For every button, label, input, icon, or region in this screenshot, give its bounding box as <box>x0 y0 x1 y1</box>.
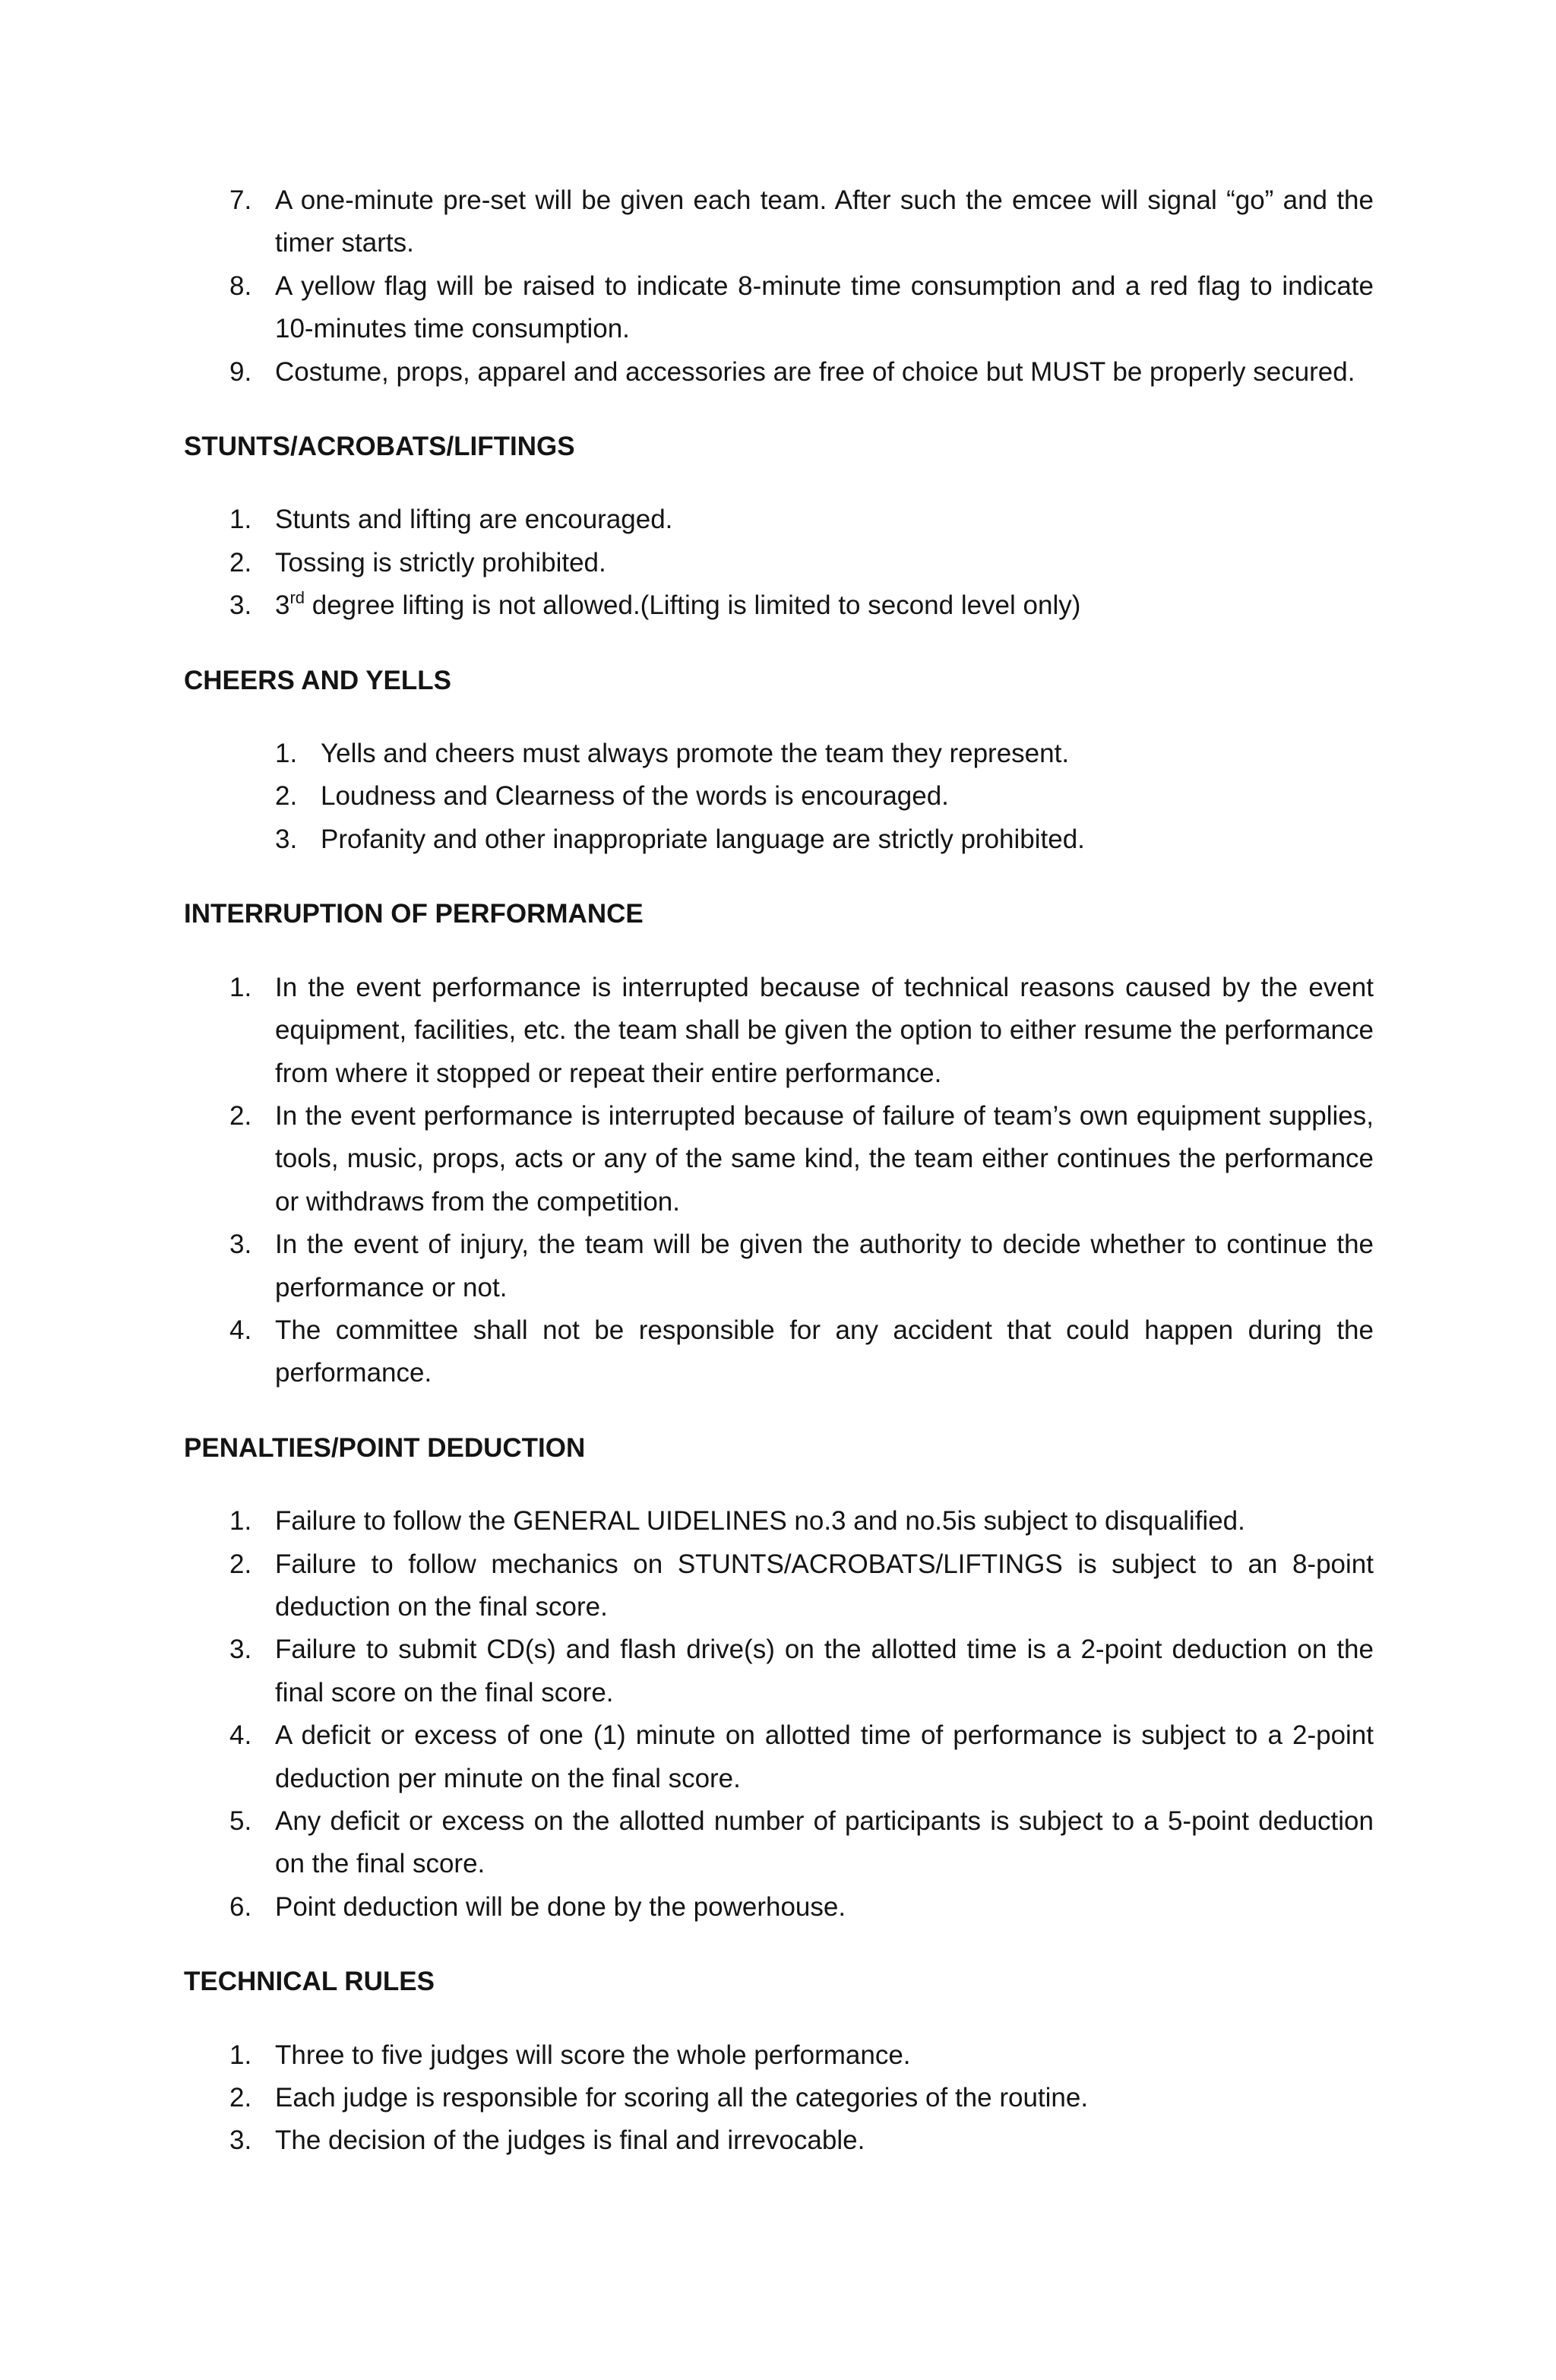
interruption-list <box>184 967 1374 1395</box>
list-item-text: A deficit or excess of one (1) minute on allotted time of performance is subject to a 2-point deduction per minute on the final score. <box>275 1720 1374 1793</box>
list-item-text: Any deficit or excess on the allotted number of participants is subject to a 5-point deduction on the final score. <box>275 1806 1374 1879</box>
list-item: 2. Failure to follow mechanics on STUNTS/ACROBATS/LIFTINGS is subject to an 8-point deduction on the final score. <box>229 1549 1374 1622</box>
list-item: 3. 3rd degree lifting is not allowed.(Lifting is limited to second level only) <box>229 588 1081 621</box>
list-item: 2. Tossing is strictly prohibited. <box>229 547 606 578</box>
list-item-text: Point deduction will be done by the powerhouse. <box>275 1891 846 1922</box>
list-item: 3. Profanity and other inappropriate language are strictly prohibited. <box>275 824 1085 854</box>
list-item: 6. Point deduction will be done by the powerhouse. <box>229 1891 846 1922</box>
list-item: 2. Each judge is responsible for scoring all the categories of the routine. <box>229 2083 1089 2113</box>
list-item-text: Three to five judges will score the whole performance. <box>275 2040 911 2070</box>
list-item: 1. In the event performance is interrupted because of technical reasons caused by the event equipment, facilities, etc. the team shall be given the option to either resume the performance from where it stopped or repeat their entire performance. <box>229 972 1374 1088</box>
list-item: 3. The decision of the judges is final and irrevocable. <box>229 2125 865 2156</box>
section-heading-cheers: CHEERS AND YELLS <box>184 665 451 695</box>
list-item-text: A one-minute pre-set will be given each team. After such the emcee will signal “go” and the timer starts. <box>275 185 1374 258</box>
list-item-text: Costume, props, apparel and accessories are free of choice but MUST be properly secured. <box>275 356 1355 387</box>
section-heading-penalties: PENALTIES/POINT DEDUCTION <box>184 1432 586 1463</box>
technical-list <box>184 2034 1374 2163</box>
list-item-text: A yellow flag will be raised to indicate 8-minute time consumption and a red flag to indicate 10-minutes time consumption. <box>275 271 1374 344</box>
stunts-list <box>184 498 1374 627</box>
list-item-text: Yells and cheers must always promote the team they represent. <box>321 739 1070 769</box>
list-item: 3. In the event of injury, the team will be given the authority to decide whether to continue the performance or not. <box>229 1230 1374 1302</box>
section-heading-technical: TECHNICAL RULES <box>184 1967 435 1997</box>
list-item-text: Failure to follow mechanics on STUNTS/ACROBATS/LIFTINGS is subject to an 8-point deduction on the final score. <box>275 1549 1374 1622</box>
cheers-list <box>184 733 1374 861</box>
ordinal-superscript: rd <box>289 588 305 608</box>
list-item: 4. The committee shall not be responsible for any accident that could happen during the performance. <box>229 1315 1374 1388</box>
list-item-text: The committee shall not be responsible for any accident that could happen during the performance. <box>275 1315 1374 1388</box>
list-item: 4. A deficit or excess of one (1) minute on allotted time of performance is subject to a 2-point deduction per minute on the final score. <box>229 1720 1374 1793</box>
list-item: 2. Loudness and Clearness of the words is encouraged. <box>275 781 949 812</box>
list-item: 7. A one-minute pre-set will be given each team. After such the emcee will signal “go” and the timer starts. <box>229 185 1374 258</box>
general-guidelines-list-continued <box>184 179 1374 394</box>
list-item-text: degree lifting is not allowed.(Lifting is limited to second level only) <box>305 590 1081 621</box>
list-item: 1. Yells and cheers must always promote the team they represent. <box>275 739 1070 769</box>
list-item-text: Each judge is responsible for scoring all the categories of the routine. <box>275 2083 1089 2113</box>
degree-number: 3 <box>275 590 290 621</box>
list-item-text: Failure to submit CD(s) and flash drive(s) on the allotted time is a 2-point deduction on the final score on the final score. <box>275 1635 1374 1707</box>
list-item-text: Tossing is strictly prohibited. <box>275 547 606 578</box>
list-item-text: Stunts and lifting are encouraged. <box>275 505 673 535</box>
list-item: 1. Three to five judges will score the whole performance. <box>229 2040 911 2070</box>
section-heading-interruption: INTERRUPTION OF PERFORMANCE <box>184 899 644 929</box>
list-item-text: In the event performance is interrupted because of failure of team’s own equipment supplies, tools, music, props, acts or any of the same kind, the team either continues the performance or withdraws from the competition. <box>275 1100 1374 1217</box>
list-item-text: The decision of the judges is final and irrevocable. <box>275 2125 865 2156</box>
list-item-text: Failure to follow the GENERAL UIDELINES no.3 and no.5is subject to disqualified. <box>275 1506 1245 1537</box>
list-item: 1. Failure to follow the GENERAL UIDELINES no.3 and no.5is subject to disqualified. <box>229 1506 1245 1537</box>
list-item: 2. In the event performance is interrupted because of failure of team’s own equipment supplies, tools, music, props, acts or any of the same kind, the team either continues the performance or withdraws from the competition. <box>229 1100 1374 1217</box>
list-item-text: Profanity and other inappropriate language are strictly prohibited. <box>321 824 1085 854</box>
penalties-list <box>184 1500 1374 1929</box>
list-item-text: In the event performance is interrupted because of technical reasons caused by the event equipment, facilities, etc. the team shall be given the option to either resume the performance from where it stopped or repeat their entire performance. <box>275 972 1374 1088</box>
list-item: 8. A yellow flag will be raised to indicate 8-minute time consumption and a red flag to indicate 10-minutes time consumption. <box>229 271 1374 344</box>
list-item: 5. Any deficit or excess on the allotted number of participants is subject to a 5-point deduction on the final score. <box>229 1806 1374 1879</box>
section-heading-stunts: STUNTS/ACROBATS/LIFTINGS <box>184 432 575 462</box>
list-item-text: Loudness and Clearness of the words is encouraged. <box>321 781 949 812</box>
list-item-text: In the event of injury, the team will be given the authority to decide whether to continue the performance or not. <box>275 1230 1374 1302</box>
list-item: 1. Stunts and lifting are encouraged. <box>229 505 673 535</box>
list-item: 9. Costume, props, apparel and accessories are free of choice but MUST be properly secured. <box>229 356 1355 387</box>
list-item: 3. Failure to submit CD(s) and flash drive(s) on the allotted time is a 2-point deduction on the final score on the final score. <box>229 1635 1374 1707</box>
